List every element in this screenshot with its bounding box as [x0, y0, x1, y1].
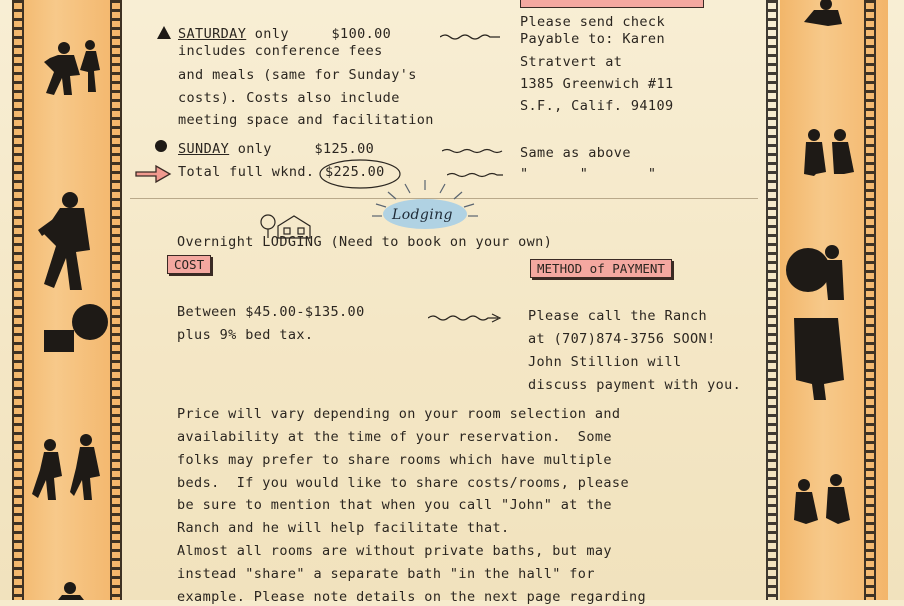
circle-bullet-icon [155, 140, 167, 152]
total-label: Total full wknd. [178, 164, 315, 180]
body-paragraph-line: Almost all rooms are without private baths, but may [177, 543, 612, 559]
greek-key-pattern-left-outer [12, 0, 24, 600]
overnight-lodging-line: Overnight LODGING (Need to book on your own) [177, 234, 553, 250]
call-ranch-line3: John Stillion will [528, 354, 682, 370]
squiggle-arrow-4 [428, 312, 504, 324]
lodging-badge-label: Lodging [392, 207, 453, 223]
total-ditto-marks: " " " [520, 166, 657, 182]
saturday-line [178, 26, 391, 43]
body-paragraph-line: Ranch and he will help facilitate that. [177, 520, 510, 536]
saturday-desc-line3: and meals (same for Sunday's [178, 67, 417, 83]
payment-line2: Payable to: Karen [520, 31, 665, 47]
greek-figures-right [784, 0, 864, 600]
body-paragraph-line: beds. If you would like to share costs/rooms, please [177, 475, 629, 491]
payment-line5: S.F., Calif. 94109 [520, 98, 674, 114]
saturday-price: only $100.00 [246, 26, 392, 42]
saturday-label: SATURDAY [178, 26, 247, 42]
body-paragraph-line: availability at the time of your reservation. Some [177, 429, 612, 445]
sunday-label: SUNDAY [178, 141, 230, 157]
sunday-same-as-above: Same as above [520, 145, 631, 161]
saturday-desc-line4: costs). Costs also include [178, 90, 400, 106]
call-ranch-line1: Please call the Ranch [528, 308, 708, 324]
payment-header-label-partial [520, 0, 704, 8]
greek-key-pattern-left-inner [110, 0, 122, 600]
body-paragraph-line: example. Please note details on the next page regarding [177, 589, 647, 605]
total-amount: $225.00 [325, 164, 385, 180]
body-paragraph-line: be sure to mention that when you call "John" at the [177, 497, 612, 513]
payment-line1: Please send check [520, 14, 665, 30]
call-ranch-line4: discuss payment with you. [528, 377, 742, 393]
body-paragraph-line: folks may prefer to share rooms which have multiple [177, 452, 612, 468]
payment-line3: Stratvert at [520, 54, 623, 70]
pointer-arrow-icon [134, 164, 174, 184]
body-paragraph-line: Price will vary depending on your room selection and [177, 406, 621, 422]
price-range-line: Between $45.00-$135.00 [177, 304, 365, 320]
greek-figures-left [30, 0, 110, 600]
method-of-payment-label: METHOD of PAYMENT [530, 259, 672, 278]
squiggle-arrow-1 [440, 32, 502, 42]
triangle-bullet-icon [157, 26, 171, 39]
greek-key-pattern-right-inner [766, 0, 778, 600]
payment-line4: 1385 Greenwich #11 [520, 76, 674, 92]
bed-tax-line: plus 9% bed tax. [177, 327, 314, 343]
saturday-desc-line2: includes conference fees [178, 43, 383, 59]
saturday-desc-line5: meeting space and facilitation [178, 112, 434, 128]
body-paragraph-line: instead "share" a separate bath "in the hall" for [177, 566, 595, 582]
squiggle-line-2 [442, 147, 504, 155]
greek-key-pattern-right-outer [864, 0, 876, 600]
cost-label: COST [167, 255, 211, 274]
call-ranch-line2: at (707)874-3756 SOON! [528, 331, 716, 347]
sunday-price: only $125.00 [229, 141, 375, 157]
